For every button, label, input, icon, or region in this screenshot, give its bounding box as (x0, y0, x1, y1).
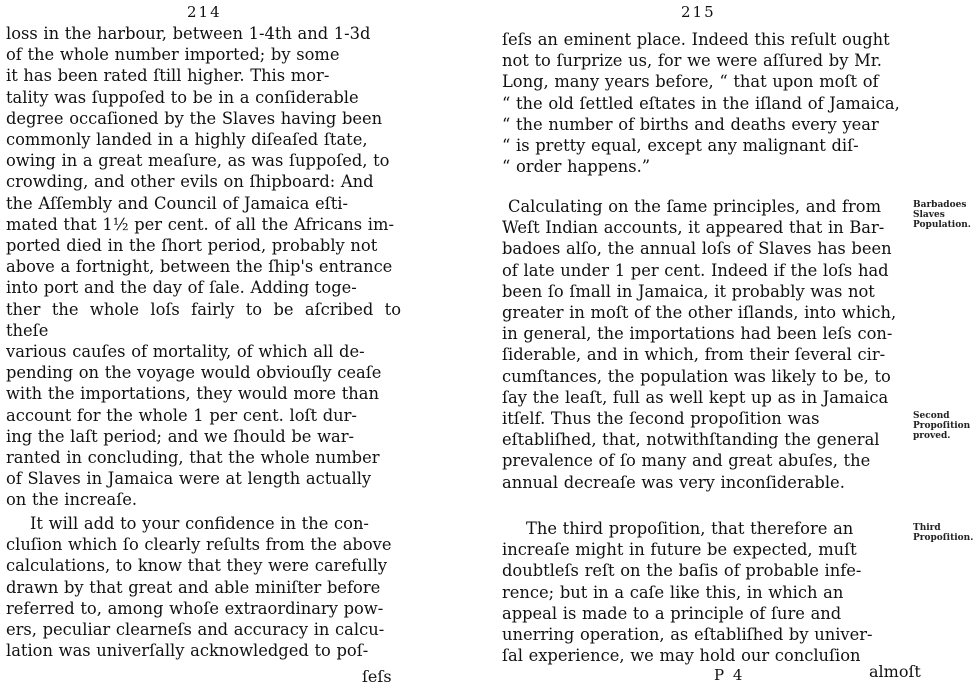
text-line: “ is pretty equal, except any malignant diſ- (502, 136, 859, 156)
margin-note-barbadoes (913, 200, 971, 230)
text-line: ſal experience, we may hold our concluſion (502, 646, 861, 666)
text-line: greater in moſt of the other iſlands, into which, (502, 303, 897, 323)
text-line: owing in a great meaſure, as was ſuppoſed, to (6, 151, 390, 171)
text-line: it has been rated ſtill higher. This mor- (6, 66, 330, 86)
text-line: loss in the harbour, between 1-4th and 1-3d (6, 24, 371, 43)
text-line: It will add to your confidence in the con- (30, 514, 369, 533)
left-paragraph-1 (6, 23, 401, 511)
text-line: The third propoſition, that therefore an (526, 519, 854, 538)
margin-note-second-proposition (913, 411, 970, 441)
text-line: Calculating on the ſame principles, and from (508, 197, 882, 216)
text-line: rence; but in a caſe like this, in which an (502, 582, 844, 602)
left-page-number: 214 (187, 3, 222, 21)
text-line: lation was univerſally acknowledged to poſ- (6, 641, 369, 661)
margin-note-line: Slaves (913, 210, 945, 220)
text-line: various cauſes of mortality, of which all de- (6, 342, 365, 362)
text-line: pending on the voyage would obviouſly ceaſe (6, 363, 382, 383)
left-paragraph-2 (6, 513, 401, 661)
text-line: into port and the day of ſale. Adding toge- (6, 278, 357, 298)
text-line: on the increaſe. (6, 490, 138, 510)
text-line: annual decreaſe was very inconſiderable. (502, 472, 845, 492)
text-line: ther the whole loſs fairly to be aſcribed to theſe (6, 299, 401, 340)
text-line: “ the number of births and deaths every year (502, 114, 879, 134)
right-paragraph-2 (502, 196, 904, 493)
text-line: commonly landed in a highly diſeaſed ſtate, (6, 130, 368, 150)
right-page-number: 215 (681, 3, 716, 21)
text-line: Long, many years before, “ that upon moſt of (502, 72, 879, 92)
text-line: of late under 1 per cent. Indeed if the loſs had (502, 260, 889, 280)
text-line: with the importations, they would more than (6, 384, 379, 404)
left-catchword: ſeſs (362, 667, 392, 686)
text-line: not to ſurprize us, for we were aſſured by Mr. (502, 51, 882, 71)
text-line: calculations, to know that they were carefully (6, 556, 388, 576)
text-line: ported died in the ſhort period, probably not (6, 236, 378, 256)
text-line: been ſo ſmall in Jamaica, it probably was not (502, 281, 875, 301)
right-catchword: almoſt (869, 662, 921, 681)
text-line: “ the old ſettled eſtates in the iſland of Jamaica, (502, 93, 900, 113)
text-line: Weſt Indian accounts, it appeared that in Bar- (502, 218, 885, 238)
margin-note-line: Propoſition. (913, 533, 974, 543)
text-line: degree occaſioned by the Slaves having been (6, 108, 383, 128)
right-page (490, 0, 980, 689)
text-line: ſiderable, and in which, from their ſeveral cir- (502, 345, 886, 365)
margin-note-third-proposition (913, 523, 973, 543)
text-line: tality was ſuppoſed to be in a conſiderable (6, 87, 359, 107)
margin-note-line: Third (913, 523, 941, 533)
text-line: ing the laſt period; and we ſhould be war- (6, 426, 355, 446)
text-line: of the whole number imported; by some (6, 45, 340, 65)
right-paragraph-1 (502, 29, 904, 177)
text-line: cluſion which ſo clearly reſults from the above (6, 535, 392, 555)
right-paragraph-3 (502, 518, 904, 666)
text-line: prevalence of ſo many and great abuſes, the (502, 451, 871, 471)
text-line: drawn by that great and able miniſter before (6, 577, 381, 597)
text-line: doubtleſs reſt on the baſis of probable infe- (502, 561, 862, 581)
text-line: increaſe might in future be expected, muſt (502, 540, 857, 560)
text-line: badoes alſo, the annual loſs of Slaves has been (502, 239, 892, 259)
text-line: account for the whole 1 per cent. loſt dur- (6, 405, 357, 425)
text-line: of Slaves in Jamaica were at length actually (6, 469, 372, 489)
text-line: itſelf. Thus the ſecond propoſition was (502, 409, 820, 429)
text-line: unerring operation, as eſtabliſhed by univer- (502, 625, 873, 645)
text-line: ers, peculiar clearneſs and accuracy in calcu- (6, 620, 385, 640)
margin-note-line: proved. (913, 431, 951, 441)
text-line: ſeſs an eminent place. Indeed this reſult ought (502, 30, 890, 49)
text-line: cumſtances, the population was likely to be, to (502, 366, 891, 386)
text-line: ſay the leaſt, full as well kept up as in Jamaica (502, 387, 889, 407)
text-line: “ order happens.” (502, 157, 651, 177)
left-page (0, 0, 470, 689)
margin-note-line: Population. (913, 220, 971, 230)
margin-note-line: Second (913, 411, 950, 421)
text-line: referred to, among whoſe extraordinary pow- (6, 598, 384, 618)
text-line: crowding, and other evils on ſhipboard: And (6, 172, 374, 192)
signature-mark: P 4 (714, 666, 745, 684)
text-line: eſtabliſhed, that, notwithſtanding the general (502, 430, 880, 450)
margin-note-line: Propoſition (913, 421, 971, 431)
text-line: the Aſſembly and Council of Jamaica eſti- (6, 193, 348, 213)
text-line: mated that 1½ per cent. of all the Africans im- (6, 214, 394, 234)
text-line: ranted in concluding, that the whole number (6, 448, 380, 468)
text-line: above a fortnight, between the ſhip's entrance (6, 257, 393, 277)
text-line: in general, the importations had been leſs con- (502, 324, 893, 344)
text-line: appeal is made to a principle of ſure and (502, 603, 842, 623)
book-gutter (470, 0, 490, 689)
margin-note-line: Barbadoes (913, 200, 967, 210)
